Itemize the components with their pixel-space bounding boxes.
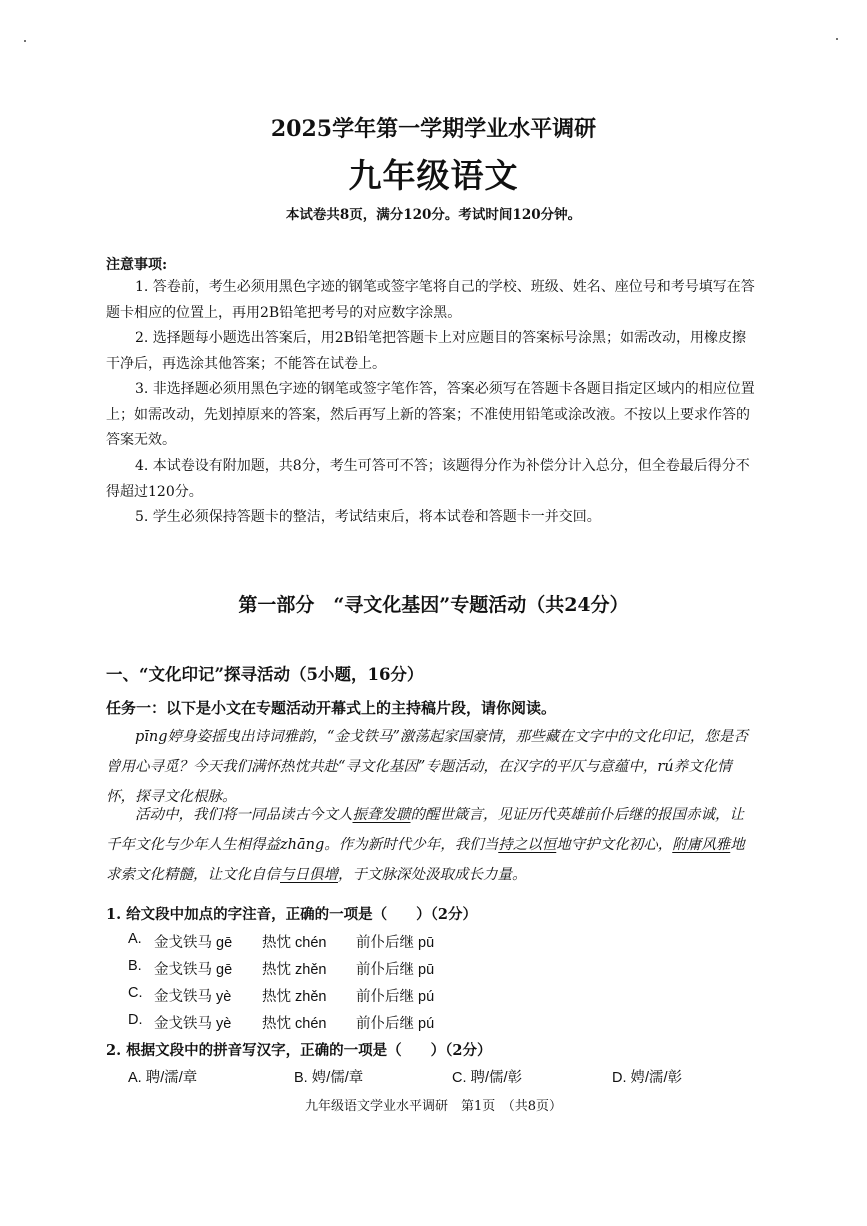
q1-option-label: C. [128,985,143,1001]
q1-option-c: 前仆后继 pú [356,989,435,1005]
part-title: 第一部分 “寻文化基因”专题活动（共24分） [238,594,629,616]
notes-heading: 注意事项: [106,257,168,273]
note-item: 3. 非选择题必须用黑色字迹的钢笔或签字笔作答，答案必须写在答题卡各题目指定区域内的相应位置上；如需改动，先划掉原来的答案，然后再写上新的答案；不准使用铅笔或涂改液。不按以上要求作答的答案无效。 [106,381,755,448]
q1-option-a: 金戈铁马 yè [154,989,232,1005]
question-2-stem: 2. 根据文段中的拼音写汉字，正确的一项是（ ）（2分） [106,1042,492,1059]
host-script-para-1: pīng婷身姿摇曳出诗词雅韵，“金戈铁马”激荡起家国豪情，那些藏在文字中的文化印记，您是否曾用心寻觅？今天我们满怀热忱共赴“寻文化基因”专题活动，在汉字的平仄与意蕴中，rú养文化情怀，探寻文化根脉。 [106,729,748,805]
q1-option-label: B. [128,958,142,974]
host-script-para-2: 活动中，我们将一同品读古今文人振聋发聩的醒世箴言，见证历代英雄前仆后继的报国赤诚，让千年文化与少年人生相得益zhāng。作为新时代少年，我们当持之以恒地守护文化初心，附庸风雅地求索文化精髓，让文化自信与日俱增，于文脉深处汲取成长力量。 [106,807,745,883]
q1-option-a: 金戈铁马 yè [154,1016,232,1032]
task-heading: 任务一：以下是小文在专题活动开幕式上的主持稿片段，请你阅读。 [106,699,557,717]
note-item: 2. 选择题每小题选出答案后，用2B铅笔把答题卡上对应题目的答案标号涂黑；如需改动，用橡皮擦干净后，再选涂其他答案；不能答在试卷上。 [106,330,747,372]
exam-info: 本试卷共8页，满分120分。考试时间120分钟。 [285,207,582,223]
q1-option-label: D. [128,1012,143,1028]
q1-option-a: 金戈铁马 gē [154,962,233,978]
page-footer: 九年级语文学业水平调研 第1页 （共8页） [304,1099,563,1114]
underlined-phrase: 持之以恒 [498,837,557,853]
underlined-phrase: 与日俱增 [280,867,338,883]
underlined-phrase: 附庸风雅 [672,837,731,853]
exam-title: 2025学年第一学期学业水平调研 [270,116,597,142]
q1-option-b: 热忱 chén [262,935,327,951]
subject-title: 九年级语文 [348,156,519,195]
q2-option: C. 聘/儒/彰 [452,1070,523,1086]
q1-option-b: 热忱 zhěn [262,989,327,1005]
q1-option-label: A. [128,931,142,947]
q2-option: D. 娉/濡/彰 [612,1070,683,1086]
note-item: 1. 答卷前，考生必须用黑色字迹的钢笔或签字笔将自己的学校、班级、姓名、座位号和考号填写在答题卡相应的位置上，再用2B铅笔把考号的对应数字涂黑。 [106,279,755,321]
scan-speck [24,40,26,42]
q1-option-b: 热忱 chén [262,1016,327,1032]
q2-option: A. 聘/濡/章 [128,1070,198,1086]
q1-option-c: 前仆后继 pū [356,962,435,978]
q2-option: B. 娉/儒/章 [294,1070,364,1086]
q1-option-c: 前仆后继 pū [356,935,435,951]
scan-speck [836,38,838,40]
q1-option-c: 前仆后继 pú [356,1016,435,1032]
section-title: 一、“文化印记”探寻活动（5小题，16分） [106,665,424,684]
question-1-stem: 1. 给文段中加点的字注音，正确的一项是（ ）（2分） [106,906,478,923]
q1-option-a: 金戈铁马 gē [154,935,233,951]
note-item: 5. 学生必须保持答题卡的整洁，考试结束后，将本试卷和答题卡一并交回。 [135,509,601,525]
q1-option-b: 热忱 zhěn [262,962,327,978]
note-item: 4. 本试卷设有附加题，共8分，考生可答可不答；该题得分作为补偿分计入总分，但全卷最后得分不得超过120分。 [106,458,750,500]
underlined-phrase: 振聋发聩 [352,807,411,823]
